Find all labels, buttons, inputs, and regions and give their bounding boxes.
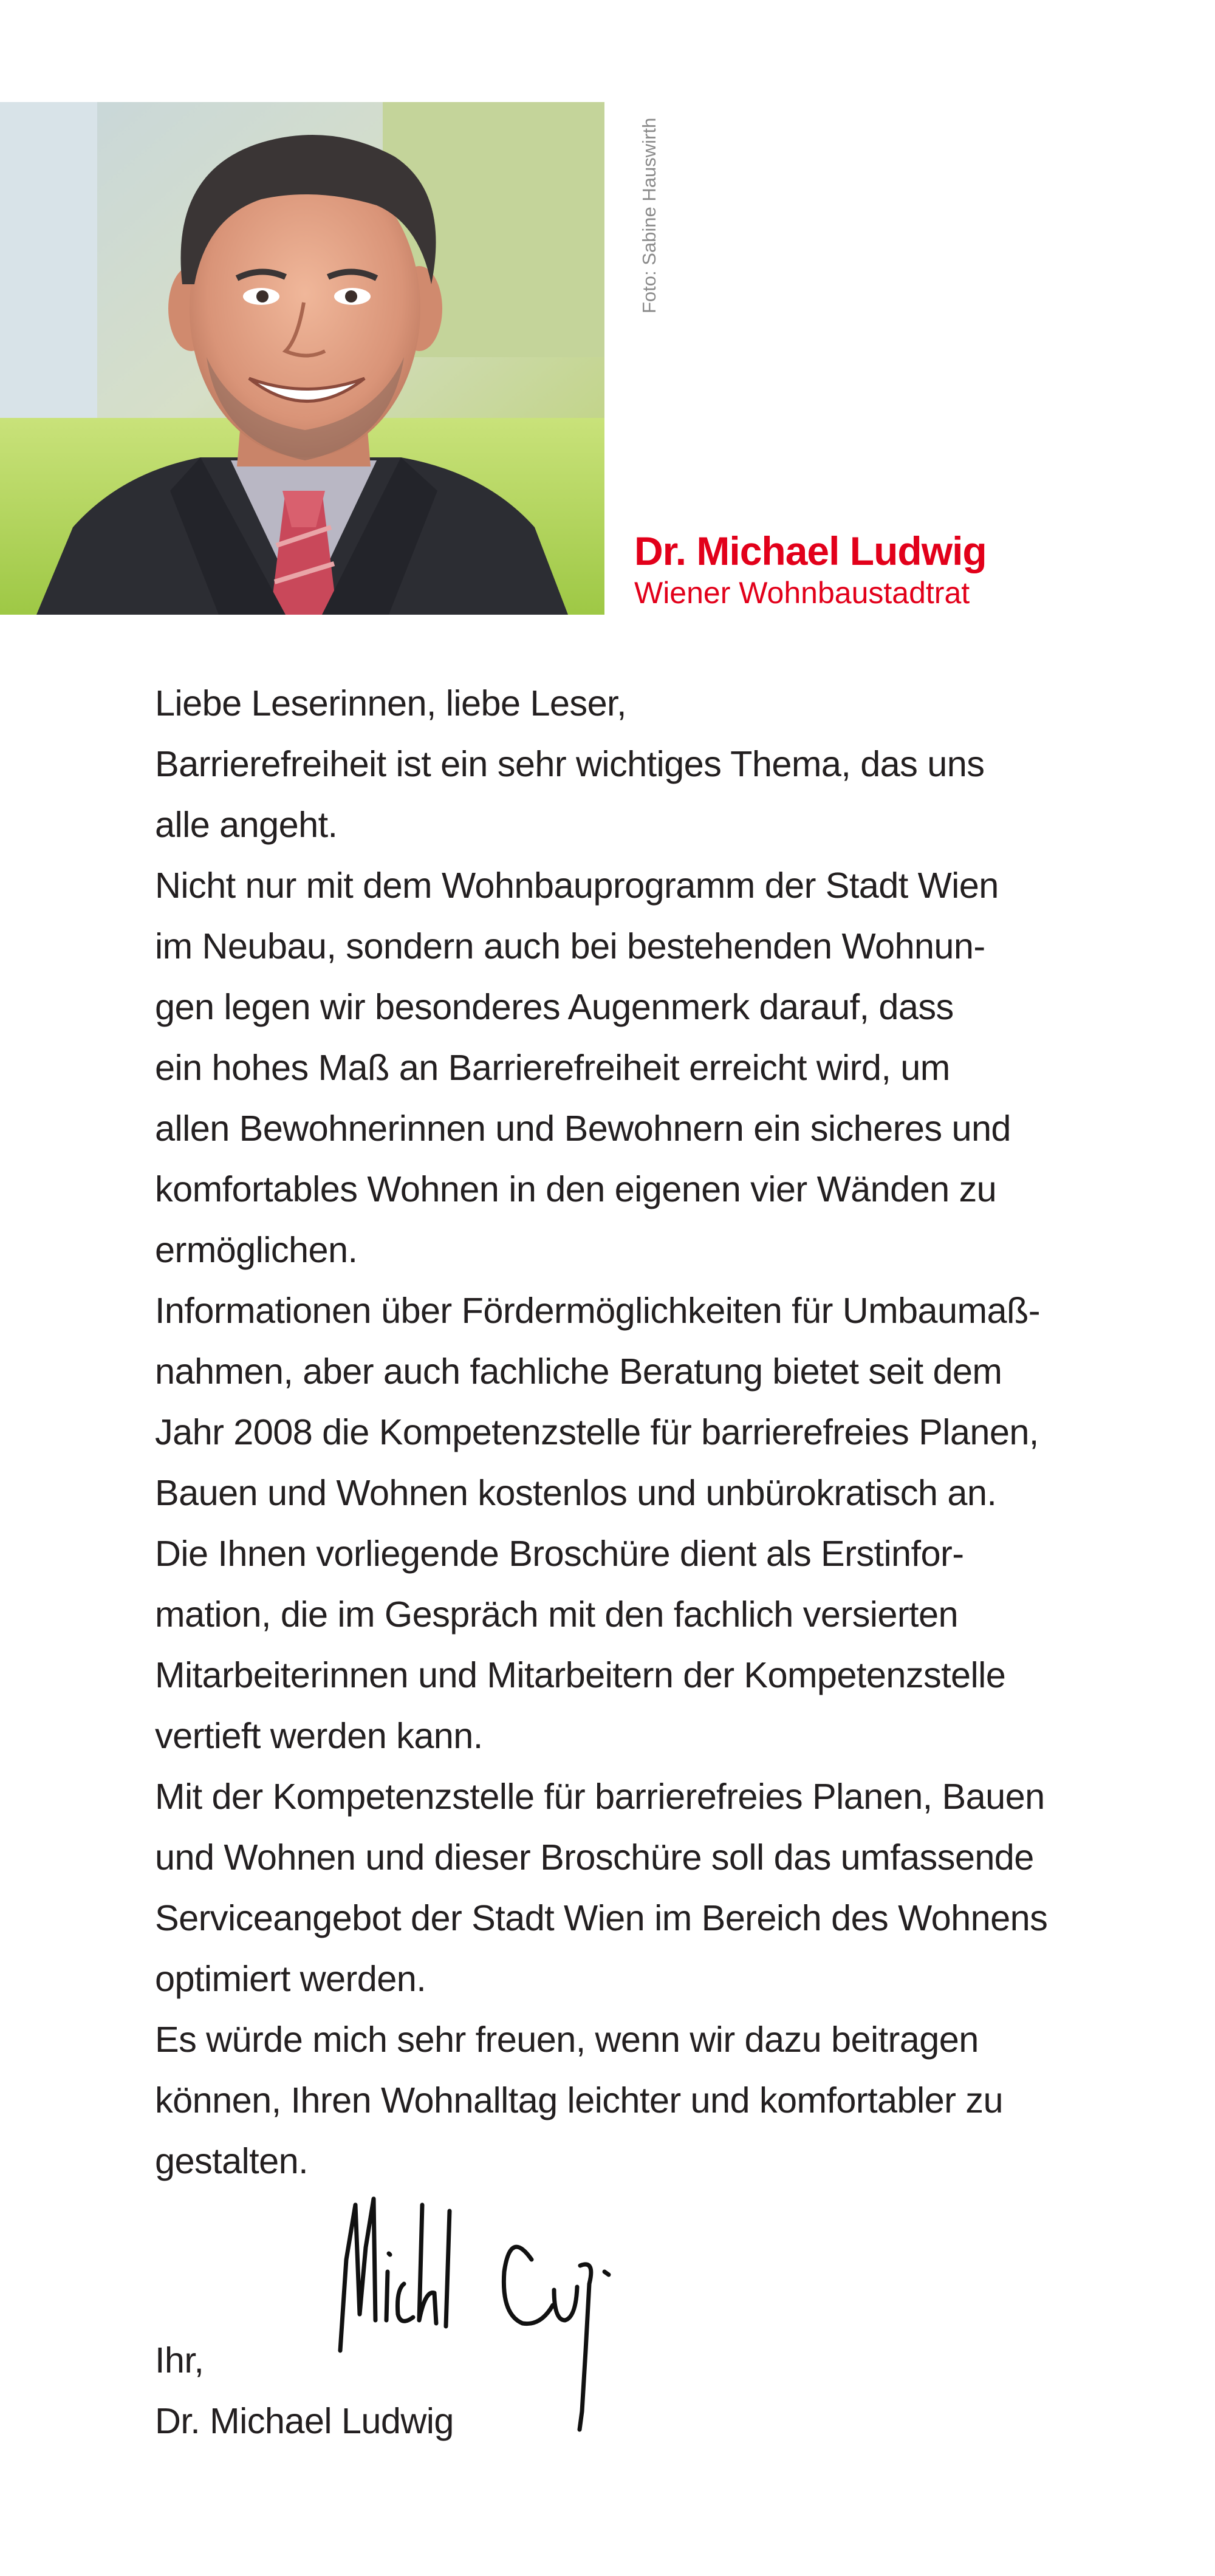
closing-salutation: Ihr, — [155, 2340, 204, 2380]
letter-line: alle angeht. — [155, 804, 338, 845]
signoff-name: Dr. Michael Ludwig — [155, 2400, 454, 2441]
photo-credit-container — [609, 102, 660, 321]
letter-line: Mitarbeiterinnen und Mitarbeitern der Kompetenzstelle — [155, 1655, 1006, 1695]
author-name: Dr. Michael Ludwig — [634, 528, 987, 573]
letter-line: ermöglichen. — [155, 1229, 358, 1270]
letter-line: Es würde mich sehr freuen, wenn wir dazu beitragen — [155, 2019, 979, 2060]
letter-line: können, Ihren Wohnalltag leichter und komfortabler zu — [155, 2080, 1003, 2120]
letter-line: im Neubau, sondern auch bei bestehenden Wohnun- — [155, 926, 985, 966]
letter-line: Barrierefreiheit ist ein sehr wichtiges Thema, das uns — [155, 743, 985, 784]
letter-line: Bauen und Wohnen kostenlos und unbürokratisch an. — [155, 1472, 997, 1513]
letter-line: Nicht nur mit dem Wohnbauprogramm der Stadt Wien — [155, 865, 999, 906]
letter-line: nahmen, aber auch fachliche Beratung bietet seit dem — [155, 1351, 1002, 1392]
letter-line: gestalten. — [155, 2140, 309, 2181]
letter-line: mation, die im Gespräch mit den fachlich versierten — [155, 1594, 958, 1635]
letter-line: und Wohnen und dieser Broschüre soll das umfassende — [155, 1837, 1034, 1877]
author-portrait-photo — [0, 102, 604, 615]
letter-line: Die Ihnen vorliegende Broschüre dient als Erstinfor- — [155, 1533, 964, 1574]
letter-line: Mit der Kompetenzstelle für barrierefreies Planen, Bauen — [155, 1776, 1045, 1817]
letter-line: Serviceangebot der Stadt Wien im Bereich des Wohnens — [155, 1898, 1048, 1938]
letter-line: optimiert werden. — [155, 1958, 426, 1999]
author-role: Wiener Wohnbaustadtrat — [634, 576, 970, 610]
letter-line: vertieft werden kann. — [155, 1715, 483, 1756]
portrait-illustration — [0, 102, 604, 615]
letter-line: allen Bewohnerinnen und Bewohnern ein sicheres und — [155, 1108, 1011, 1149]
letter-line: Informationen über Fördermöglichkeiten für Umbaumaß- — [155, 1290, 1040, 1331]
photo-credit: Foto: Sabine Hauswirth — [638, 117, 660, 313]
letter-line: ein hohes Maß an Barrierefreiheit erreicht wird, um — [155, 1047, 950, 1088]
letter-line: Liebe Leserinnen, liebe Leser, — [155, 683, 626, 723]
letter-line: Jahr 2008 die Kompetenzstelle für barrierefreies Planen, — [155, 1412, 1039, 1452]
letter-line: gen legen wir besonderes Augenmerk darauf, dass — [155, 986, 954, 1027]
letter-line: komfortables Wohnen in den eigenen vier Wänden zu — [155, 1169, 997, 1209]
author-header — [634, 527, 987, 611]
letter-body — [155, 673, 1103, 2192]
letter-closing — [155, 2330, 454, 2451]
